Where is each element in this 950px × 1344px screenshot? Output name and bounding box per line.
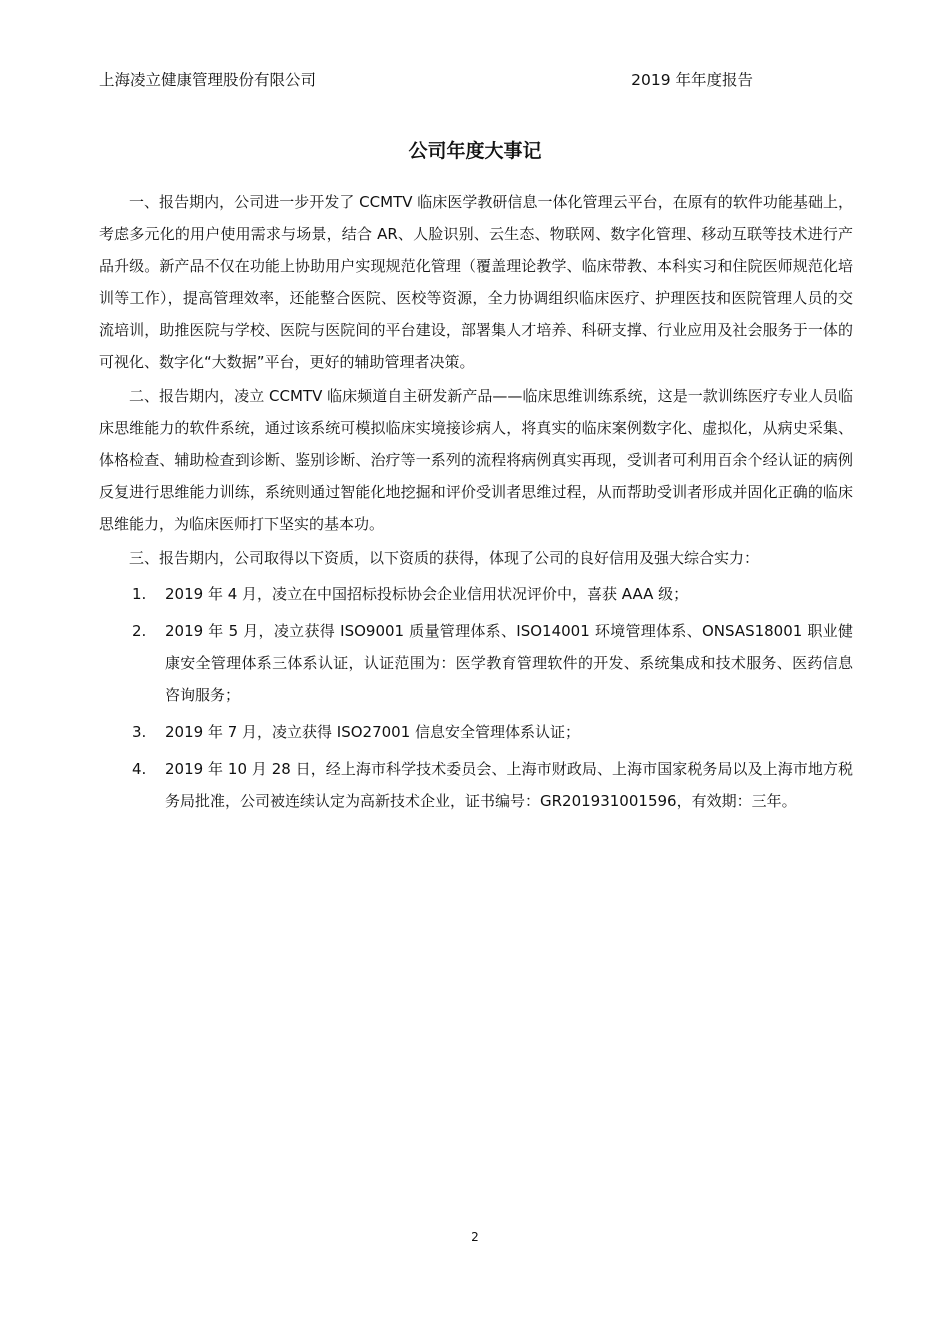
page-header	[99, 66, 853, 94]
paragraph-1: 一、报告期内，公司进一步开发了 CCMTV 临床医学教研信息一体化管理云平台，在原有的软件功能基础上，考虑多元化的用户使用需求与场景，结合 AR、人脸识别、云生态、物联网、数字化管理、移动互联等技术进行产品升级。新产品不仅在功能上协助用户实现规范化管理（覆盖理论教学、临床带教、本科实习和住院医师规范化培训等工作），提高管理效率，还能整合医院、医校等资源，全力协调组织临床医疗、护理医技和医院管理人员的交流培训，助推医院与学校、医院与医院间的平台建设，部署集人才培养、科研支撑、行业应用及社会服务于一体的可视化、数字化“大数据”平台，更好的辅助管理者决策。	[99, 193, 853, 371]
paragraph-3: 三、报告期内，公司取得以下资质，以下资质的获得，体现了公司的良好信用及强大综合实力：	[129, 549, 760, 567]
header-company-name: 上海凌立健康管理股份有限公司	[99, 71, 317, 89]
page-title: 公司年度大事记	[408, 140, 542, 162]
list-item	[99, 753, 853, 817]
header-report-title: 2019 年年度报告	[631, 71, 753, 89]
list-item-number: 3.	[132, 723, 147, 741]
qualification-list	[99, 578, 853, 817]
list-item-number: 4.	[132, 760, 147, 778]
list-item-text: 2019 年 4 月，凌立在中国招标投标协会企业信用状况评价中，喜获 AAA 级；	[165, 585, 689, 603]
paragraph-2: 二、报告期内，凌立 CCMTV 临床频道自主研发新产品——临床思维训练系统，这是一款训练医疗专业人员临床思维能力的软件系统，通过该系统可模拟临床实境接诊病人，将真实的临床案例数字化、虚拟化，从病史采集、体格检查、辅助检查到诊断、鉴别诊断、治疗等一系列的流程将病例真实再现，受训者可利用百余个经认证的病例反复进行思维能力训练，系统则通过智能化地挖掘和评价受训者思维过程，从而帮助受训者形成并固化正确的临床思维能力，为临床医师打下坚实的基本功。	[99, 387, 853, 533]
list-item-text: 2019 年 7 月，凌立获得 ISO27001 信息安全管理体系认证；	[165, 723, 581, 741]
document-body	[99, 186, 853, 822]
list-item-number: 1.	[132, 585, 147, 603]
list-item-number: 2.	[132, 622, 147, 640]
list-item-text: 2019 年 5 月，凌立获得 ISO9001 质量管理体系、ISO14001 环境管理体系、ONSAS18001 职业健康安全管理体系三体系认证，认证范围为：医学教育管理软件的开发、系统集成和技术服务、医药信息咨询服务；	[165, 622, 853, 704]
list-item-text: 2019 年 10 月 28 日，经上海市科学技术委员会、上海市财政局、上海市国家税务局以及上海市地方税务局批准，公司被连续认定为高新技术企业，证书编号：GR201931001596，有效期：三年。	[165, 760, 853, 810]
list-item	[99, 716, 853, 748]
list-item	[99, 615, 853, 711]
page-number: 2	[471, 1230, 479, 1244]
list-item	[99, 578, 853, 610]
